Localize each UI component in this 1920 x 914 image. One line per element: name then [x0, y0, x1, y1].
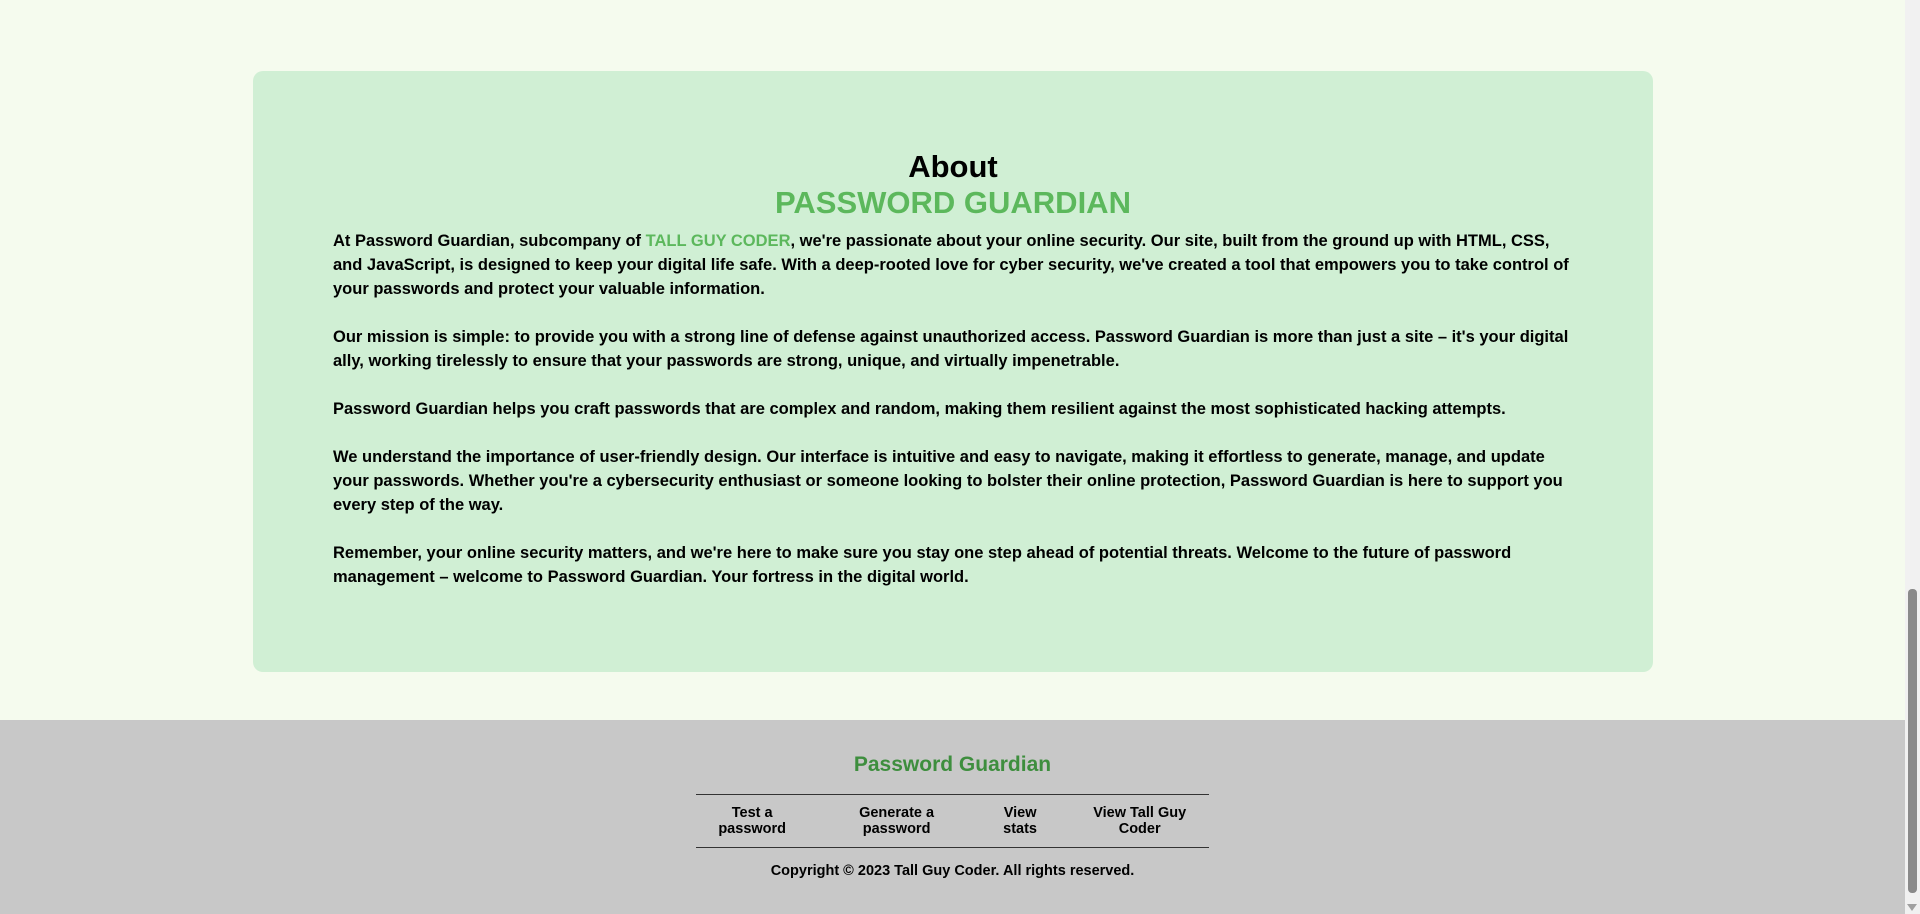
footer-link-generate-password[interactable]: Generate a password: [859, 805, 935, 837]
footer-link-view-stats[interactable]: View stats: [1003, 805, 1037, 837]
about-title: About: [908, 149, 998, 184]
about-paragraph-3: Password Guardian helps you craft passwords that are complex and random, making them resilient against the most sophisticated hacking attempts.: [333, 400, 1506, 418]
footer-nav: [696, 794, 1209, 848]
footer-link-test-password[interactable]: Test a password: [718, 805, 787, 837]
scrollbar-thumb[interactable]: [1908, 589, 1917, 893]
tall-guy-coder-link[interactable]: TALL GUY CODER: [645, 232, 791, 250]
about-p1-start: At Password Guardian, subcompany of: [333, 232, 646, 250]
footer: [0, 720, 1905, 914]
scrollbar[interactable]: [1905, 0, 1920, 914]
about-paragraph-2: Our mission is simple: to provide you with a strong line of defense against unauthorized access. Password Guardian is more than just a site – it's your digital ally, working tirelessly to ensure that your passwords are strong, unique, and virtually impenetrable.: [333, 328, 1569, 370]
about-card: [253, 71, 1653, 672]
footer-title: Password Guardian: [853, 753, 1052, 776]
about-p1-end: , we're passionate about your online security. Our site, built from the ground up with HTML, CSS, and JavaScript, is designed to keep your digital life safe. With a deep-rooted love for cyber security, we've created a tool that empowers you to take control of your passwords and protect your valuable information.: [333, 232, 1569, 298]
about-paragraph-1: [333, 229, 1573, 301]
about-brand-heading: PASSWORD GUARDIAN: [775, 185, 1131, 220]
about-paragraph-5: Remember, your online security matters, and we're here to make sure you stay one step ahead of potential threats. Welcome to the future of password management – welcome to Password Guardian. Your fortress in the digital world.: [333, 544, 1512, 586]
footer-copyright: Copyright © 2023 Tall Guy Coder. All rights reserved.: [770, 863, 1135, 879]
footer-link-view-tall-guy-coder[interactable]: View Tall Guy Coder: [1093, 805, 1187, 837]
scroll-down-arrow-icon[interactable]: [1907, 904, 1917, 911]
about-paragraph-4: We understand the importance of user-friendly design. Our interface is intuitive and easy to navigate, making it effortless to generate, manage, and update your passwords. Whether you're a cybersecurity enthusiast or someone looking to bolster their online protection, Password Guardian is here to support you every step of the way.: [333, 448, 1563, 514]
